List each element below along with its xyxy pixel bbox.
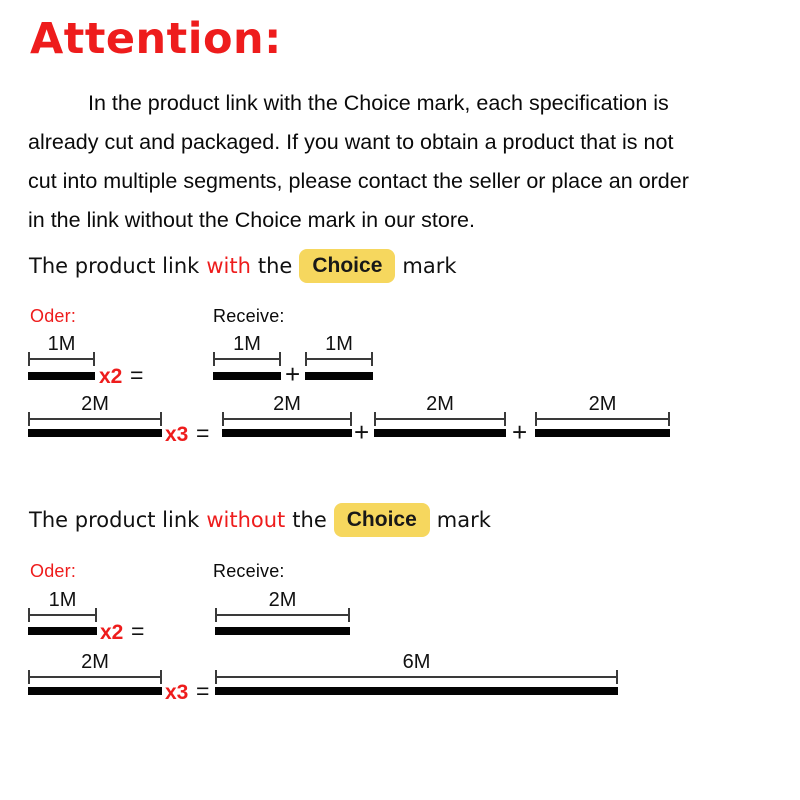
dimension-receive: [215, 652, 618, 684]
heading-middle: the: [292, 508, 327, 532]
dimension-receive: [222, 394, 352, 426]
rule: [535, 418, 670, 420]
heading-suffix: mark: [402, 254, 457, 278]
length-bar: [535, 429, 670, 437]
dimension-line: [374, 412, 506, 426]
intro-line: already cut and packaged. If you want to obtain a product that is not: [28, 130, 674, 154]
dimension-length-label: 1M: [47, 333, 76, 355]
length-bar: [222, 429, 352, 437]
heading-prefix: The product link: [29, 508, 200, 532]
plus-sign: +: [354, 417, 370, 447]
length-bar: [28, 687, 162, 695]
dimension-receive: [305, 334, 373, 366]
rule: [28, 358, 95, 360]
rule: [215, 676, 618, 678]
dimension-receive: [374, 394, 506, 426]
heading-emphasis-without: without: [206, 508, 286, 532]
heading-emphasis-with: with: [206, 254, 251, 278]
choice-badge: Choice: [334, 503, 430, 537]
tick: [350, 412, 352, 426]
tick: [348, 608, 350, 622]
dimension-line: [222, 412, 352, 426]
length-bar: [28, 627, 97, 635]
dimension-line: [213, 352, 281, 366]
rule: [222, 418, 352, 420]
attention-title: Attention:: [30, 14, 282, 64]
dimension-length-label: 2M: [268, 589, 297, 611]
dimension-line: [28, 352, 95, 366]
dimension-length-label: 6M: [402, 651, 431, 673]
intro-paragraph: [28, 84, 773, 240]
without-section-heading: [29, 500, 491, 540]
dimension-receive: [213, 334, 281, 366]
dimension-line: [28, 412, 162, 426]
dimension-length-label: 2M: [588, 393, 617, 415]
heading-suffix: mark: [436, 508, 491, 532]
tick: [668, 412, 670, 426]
dimension-receive: [535, 394, 670, 426]
choice-badge: Choice: [299, 249, 395, 283]
receive-label: Receive:: [213, 561, 285, 581]
dimension-order: [28, 590, 97, 622]
with-section-heading: [29, 246, 457, 286]
rule: [213, 358, 281, 360]
heading-middle: the: [257, 254, 293, 278]
intro-line: In the product link with the Choice mark, each specification is: [88, 91, 669, 115]
plus-sign: +: [285, 359, 301, 389]
dimension-length-label: 2M: [81, 393, 109, 415]
length-bar: [215, 687, 618, 695]
intro-line: in the link without the Choice mark in our store.: [28, 208, 475, 232]
dimension-order: [28, 394, 162, 426]
dimension-length-label: 1M: [48, 589, 77, 611]
intro-line: cut into multiple segments, please contact the seller or place an order: [28, 169, 689, 193]
dimension-line: [215, 608, 350, 622]
length-bar: [374, 429, 506, 437]
length-bar: [213, 372, 281, 380]
rule: [374, 418, 506, 420]
heading-prefix: The product link: [29, 254, 200, 278]
plus-sign: +: [512, 417, 528, 447]
tick: [371, 352, 373, 366]
multiplier-label: x3: [165, 423, 189, 446]
dimension-length-label: 2M: [81, 651, 109, 673]
dimension-order: [28, 334, 95, 366]
multiplier-label: x3: [165, 681, 189, 704]
dimension-receive: [215, 590, 350, 622]
order-label: Oder:: [30, 561, 77, 581]
dimension-line: [28, 608, 97, 622]
receive-label: Receive:: [213, 306, 285, 326]
length-bar: [28, 429, 162, 437]
length-bar: [215, 627, 350, 635]
multiplier-label: x2: [100, 621, 124, 644]
dimension-order: [28, 652, 162, 684]
equals-sign: =: [196, 420, 210, 446]
dimension-length-label: 1M: [233, 333, 261, 355]
length-bar: [28, 372, 95, 380]
tick: [279, 352, 281, 366]
tick: [93, 352, 95, 366]
dimension-length-label: 2M: [273, 393, 301, 415]
tick: [616, 670, 618, 684]
dimension-length-label: 2M: [426, 393, 454, 415]
length-bar: [305, 372, 373, 380]
equals-sign: =: [131, 618, 145, 644]
tick: [160, 670, 162, 684]
dimension-line: [305, 352, 373, 366]
rule: [305, 358, 373, 360]
equals-sign: =: [130, 362, 144, 388]
tick: [95, 608, 97, 622]
multiplier-label: x2: [99, 365, 123, 388]
dimension-line: [215, 670, 618, 684]
rule: [215, 614, 350, 616]
rule: [28, 676, 162, 678]
equals-sign: =: [196, 678, 210, 704]
tick: [160, 412, 162, 426]
tick: [504, 412, 506, 426]
dimension-length-label: 1M: [325, 333, 353, 355]
rule: [28, 418, 162, 420]
order-label: Oder:: [30, 306, 77, 326]
dimension-line: [535, 412, 670, 426]
dimension-line: [28, 670, 162, 684]
rule: [28, 614, 97, 616]
